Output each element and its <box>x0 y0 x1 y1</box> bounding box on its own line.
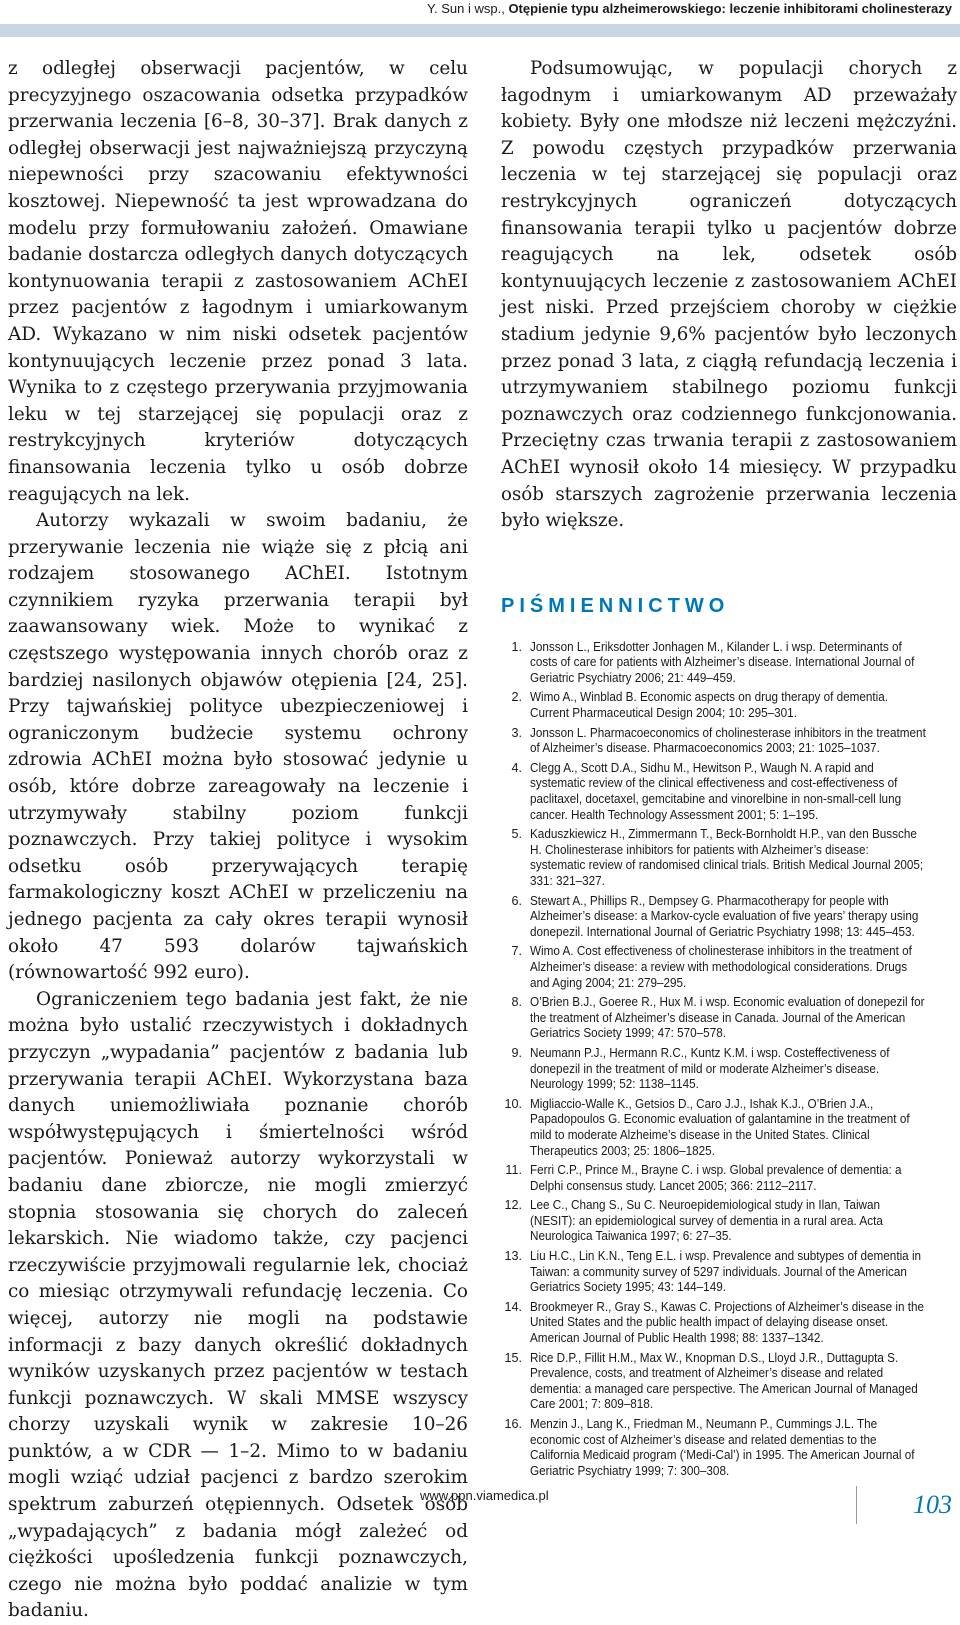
reference-text: Jonsson L., Eriksdotter Jonhagen M., Kilander L. i wsp. Determinants of costs of care for patients with Alzheimer’s disease. International Journal of Geriatric Psychiatry 2006; 21: 449–459. <box>530 639 915 685</box>
reference-number: 15. <box>504 1350 522 1365</box>
reference-text: Jonsson L. Pharmacoeconomics of cholinesterase inhibitors in the treatment of Alzheimer’s disease. Pharmacoeconomics 2003; 21: 1025–1037. <box>530 725 926 756</box>
reference-item <box>501 1249 957 1296</box>
footer-url: www.ppn.viamedica.pl <box>420 1488 549 1503</box>
reference-text: Kaduszkiewicz H., Zimmermann T., Beck-Bornholdt H.P., van den Bussche H. Cholinesterase inhibitors for patients with Alzheimer’s disease: systematic review of randomised clinical trials. British Medical Journal 2005; 331: 321–327. <box>530 827 924 888</box>
reference-text: Neumann P.J., Hermann R.C., Kuntz K.M. i wsp. Costeffectiveness of donepezil in the treatment of mild or moderate Alzheimer’s disease. Neurology 1999; 52: 1138–1145. <box>530 1045 890 1092</box>
running-header-text <box>427 1 952 16</box>
reference-item <box>501 995 957 1042</box>
reference-item <box>501 944 957 991</box>
body-paragraph: Autorzy wykazali w swoim badaniu, że przerywanie leczenia nie wiąże się z płcią ani rodzajem stosowanego AChEI. Istotnym czynnikiem ryzyka przerwania terapii był zaawansowany wiek. Może to wynikać z częstszego występowania innych chorób oraz z bardziej nasilonych objawów otępienia [24, 25]. Przy tajwańskiej polityce ubezpieczeniowej i ograniczonym budżecie systemu ochrony zdrowia AChEI można było stosować jedynie u osób, które dobrze zareagowały na leczenie i utrzymywały stabilny poziom funkcji poznawczych. Przy takiej polityce i wysokim odsetku osób przerywających terapię farmakologiczny koszt AChEI w przeliczeniu na jednego pacjenta za cały okres terapii wynosił około 47 593 dolarów tajwańskich (równowartość 992 euro). <box>8 510 468 984</box>
reference-text: Lee C., Chang S., Su C. Neuroepidemiological study in Ilan, Taiwan (NESIT): an epidemiological survey of dementia in a rural area. Acta Neurologica Taiwanica 1997; 6: 27–35. <box>530 1198 883 1244</box>
reference-text: Wimo A., Winblad B. Economic aspects on drug therapy of dementia. Current Pharmaceutical Design 2004; 10: 295–301. <box>530 690 889 721</box>
header-color-bar <box>0 24 960 37</box>
reference-text: Rice D.P., Fillit H.M., Max W., Knopman D.S., Lloyd J.R., Duttagupta S. Prevalence, costs, and treatment of Alzheimer’s disease and related dementia: a managed care perspective. The American Journal of Managed Care 2001; 7: 809–818. <box>530 1350 918 1412</box>
reference-text: Wimo A. Cost effectiveness of cholinesterase inhibitors in the treatment of Alzheimer’s disease: a review with methodological considerations. Drugs and Aging 2004; 21: 279–295. <box>530 944 912 990</box>
right-column <box>501 56 957 1483</box>
left-column <box>8 56 468 1625</box>
reference-number: 4. <box>511 760 522 775</box>
reference-number: 1. <box>511 639 522 654</box>
reference-text: Brookmeyer R., Gray S., Kawas C. Projections of Alzheimer’s disease in the United States and the public health impact of delaying disease onset. American Journal of Public Health 1998; 88: 1337–1342. <box>530 1299 925 1346</box>
reference-text: Clegg A., Scott D.A., Sidhu M., Hewitson P., Waugh N. A rapid and systematic review of the clinical effectiveness and cost-effectiveness of paclitaxel, docetaxel, gemcitabine and vinorelbine in non-small-cell lung cancer. Health Technology Assessment 2001; 5: 1–195. <box>530 760 902 822</box>
reference-number: 14. <box>504 1299 522 1314</box>
reference-item <box>501 690 957 721</box>
reference-item <box>501 1046 957 1093</box>
references-list <box>501 640 957 1480</box>
page-number: 103 <box>913 1490 952 1519</box>
references-heading: PIŚMIENNICTWO <box>501 594 730 617</box>
reference-text: Liu H.C., Lin K.N., Teng E.L. i wsp. Prevalence and subtypes of dementia in Taiwan: a community survey of 5297 individuals. Journal of the American Geriatrics Society 1995; 43: 144–149. <box>530 1249 922 1295</box>
reference-number: 10. <box>504 1096 522 1111</box>
reference-text: Menzin J., Lang K., Friedman M., Neumann P., Cummings J.L. The economic cost of Alzheimer’s disease and related dementias to the California Medicaid program (‘Medi-Cal’) in 1995. The American Journal of Geriatric Psychiatry 1999; 7: 300–308. <box>530 1417 915 1478</box>
reference-number: 2. <box>511 690 522 705</box>
reference-item <box>501 827 957 889</box>
reference-number: 6. <box>511 893 522 908</box>
reference-number: 5. <box>511 827 522 842</box>
reference-number: 12. <box>504 1198 522 1213</box>
reference-item <box>501 1351 957 1413</box>
reference-text: Migliaccio-Walle K., Getsios D., Caro J.J., Ishak K.J., O’Brien J.A., Papadopoulos G. Economic evaluation of galantamine in the treatment of mild to moderate Alzheime’s disease in the United States. Clinical Therapeutics 2003; 25: 1806–1825. <box>530 1096 910 1158</box>
reference-text: Stewart A., Phillips R., Dempsey G. Pharmacotherapy for people with Alzheimer’s disease: a Markov-cycle evaluation of five years’ therapy using donepezil. International Journal of Geriatric Psychiatry 1998; 13: 445–453. <box>530 893 919 939</box>
header-title: Otępienie typu alzheimerowskiego: leczenie inhibitorami cholinesterazy <box>508 1 952 16</box>
header-authors: Y. Sun i wsp., <box>427 1 505 16</box>
reference-item <box>501 726 957 757</box>
body-paragraph: Ograniczeniem tego badania jest fakt, że nie można było ustalić rzeczywistych i dokładnych przyczyn „wypadania” pacjentów z badania lub przerywania terapii AChEI. Wykorzystana baza danych uniemożliwiała poznanie chorób współwystępujących i śmiertelności wśród pacjentów. Ponieważ autorzy wykorzystali w badaniu dane zbiorcze, nie mogli zmierzyć stopnia stosowania się chorych do zaleceń lekarskich. Nie wiadomo także, czy pacjenci rzeczywiście przyjmowali regularnie lek, chociaż co miesiąc otrzymywali refundację leczenia. Co więcej, autorzy nie mogli na podstawie informacji z bazy danych określić dokładnych wyników uzyskanych przez pacjentów w testach funkcji poznawczych. W skali MMSE wszyscy chorzy uzyskali wynik w zakresie 10–26 punktów, a w CDR — 1–2. Mimo to w badaniu mogli wziąć udział pacjenci z bardzo szerokim spektrum zaburzeń otępiennych. Odsetek osób „wypadających” z badania mógł zależeć od ciężkości upośledzenia funkcji poznawczych, czego nie można było poddać analizie w tym badaniu. <box>8 988 468 1622</box>
reference-number: 8. <box>511 995 522 1010</box>
page-number-divider <box>856 1486 857 1524</box>
reference-item <box>501 1417 957 1479</box>
body-paragraph: z odległej obserwacji pacjentów, w celu precyzyjnego oszacowania odsetka przypadków przerwania leczenia [6–8, 30–37]. Brak danych z odległej obserwacji jest najważniejszą przyczyną niepewności przy szacowaniu efektywności kosztowej. Niepewność ta jest wprowadzana do modelu przy formułowaniu założeń. Omawiane badanie dostarcza odległych danych dotyczących kontynuowania terapii z zastosowaniem AChEI przez pacjentów z łagodnym i umiarkowanym AD. Wykazano w nim niski odsetek pacjentów kontynuujących leczenie przez ponad 3 lata. Wynika to z częstego przerywania przyjmowania leku w tej starzejącej się populacji oraz z restrykcyjnych kryteriów dotyczących finansowania leczenia tylko u osób dobrze reagujących na lek. <box>8 58 468 505</box>
reference-item <box>501 1198 957 1245</box>
reference-item <box>501 894 957 941</box>
reference-number: 7. <box>511 944 522 959</box>
reference-number: 3. <box>511 725 522 740</box>
reference-item <box>501 1300 957 1347</box>
reference-number: 13. <box>504 1249 522 1264</box>
reference-item <box>501 1163 957 1194</box>
reference-number: 9. <box>511 1045 522 1060</box>
summary-paragraph: Podsumowując, w populacji chorych z łagodnym i umiarkowanym AD przeważały kobiety. Były one młodsze niż leczeni mężczyźni. Z powodu częstych przypadków przerwania leczenia w tej starzejącej się populacji oraz restrykcyjnych ograniczeń dotyczących finansowania terapii tylko u pacjentów dobrze reagujących na lek, odsetek osób kontynuujących leczenie z zastosowaniem AChEI jest niski. Przed przejściem choroby w ciężkie stadium jedynie 9,6% pacjentów było leczonych przez ponad 3 lata, z ciągłą refundacją leczenia i utrzymywaniem stabilnego poziomu funkcji poznawczych oraz codziennego funkcjonowania. Przeciętny czas trwania terapii z zastosowaniem AChEI wynosił około 14 miesięcy. W przypadku osób starszych zagrożenie przerwania leczenia było większe. <box>501 58 957 532</box>
reference-item <box>501 1097 957 1159</box>
reference-number: 11. <box>505 1163 522 1178</box>
reference-number: 16. <box>504 1417 522 1431</box>
running-header <box>0 0 960 24</box>
reference-text: Ferri C.P., Prince M., Brayne C. i wsp. Global prevalence of dementia: a Delphi consensus study. Lancet 2005; 366: 2112–2117. <box>530 1163 902 1193</box>
reference-item <box>501 640 957 687</box>
reference-item <box>501 761 957 823</box>
reference-text: O’Brien B.J., Goeree R., Hux M. i wsp. Economic evaluation of donepezil for the treatment of Alzheimer’s disease in Canada. Journal of the American Geriatrics Society 1999; 47: 570–578. <box>530 995 925 1041</box>
